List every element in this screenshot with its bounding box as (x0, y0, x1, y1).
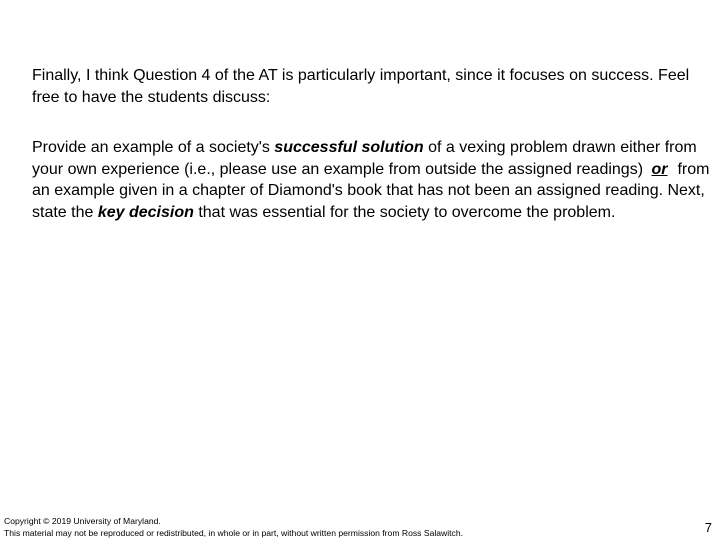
prompt-text-2: of a vexing problem drawn either from your own experience (i.e., please use an example from outside the assigned readings) (32, 139, 697, 178)
reproduction-notice: This material may not be reproduced or redistributed, in whole or in part, without written permission from Ross Salawitch. (4, 528, 464, 538)
copyright-line: Copyright © 2019 University of Maryland. (4, 516, 161, 526)
emphasis-key-decision: key decision (97, 203, 194, 221)
page-number: 7 (704, 520, 712, 535)
prompt-text-1: Provide an example of a society's (32, 139, 275, 156)
emphasis-or: or (651, 160, 668, 178)
footer (4, 515, 463, 539)
question-prompt (32, 137, 712, 223)
prompt-text-4: that was essential for the society to overcome the problem. (193, 203, 616, 221)
prompt-text-3: from an example given in a chapter of Diamond's book that has not been an assigned reading. Next, state the (32, 160, 710, 221)
intro-paragraph: Finally, I think Question 4 of the AT is particularly important, since it focuses on success. Feel free to have the students discuss: (32, 67, 690, 106)
emphasis-successful-solution: successful solution (274, 139, 424, 156)
